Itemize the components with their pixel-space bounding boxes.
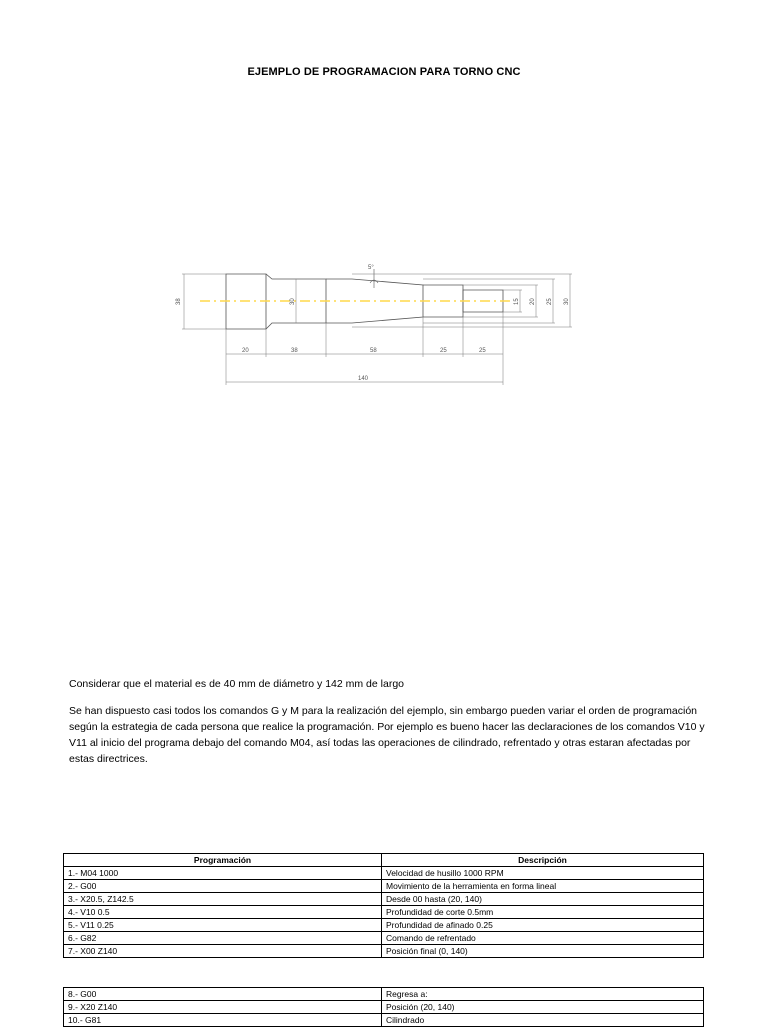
program-cell: 6.- G82: [64, 932, 382, 945]
dim-total-length: 140: [358, 376, 369, 382]
dim-length-1: 20: [242, 348, 249, 354]
description-cell: Comando de refrentado: [382, 932, 704, 945]
program-cell: 10.- G81: [64, 1014, 382, 1027]
dim-diameter-15: 15: [514, 298, 520, 305]
program-table: [63, 853, 704, 958]
program-cell: 3.- X20.5, Z142.5: [64, 893, 382, 906]
document-title: EJEMPLO DE PROGRAMACION PARA TORNO CNC: [247, 66, 521, 78]
dim-length-5: 25: [479, 348, 486, 354]
programming-note: Se han dispuesto casi todos los comandos G y M para la realización del ejemplo, sin embargo pueden variar el orden de programación según la estrategia de cada persona que realice la programación. Por ejemplo es bueno hacer las declaraciones de los comandos V10 y V11 al inicio del programa debajo del comando M04, así todas las operaciones de cilindrado, refrentado y otras estaran afectadas por estas directrices.: [69, 705, 705, 765]
description-cell: Profundidad de afinado 0.25: [382, 919, 704, 932]
angle-label: 5°: [368, 265, 374, 271]
description-cell: Cilindrado: [382, 1014, 704, 1027]
program-cell: 1.- M04 1000: [64, 867, 382, 880]
program-cell: 9.- X20 Z140: [64, 1001, 382, 1014]
table-row: [64, 880, 704, 893]
description-cell: Regresa a:: [382, 988, 704, 1001]
table-header-row: [64, 854, 704, 867]
header-descripcion: Descripción: [382, 854, 704, 867]
table-row: [64, 867, 704, 880]
dim-diameter-30: 30: [564, 298, 570, 305]
description-cell: Desde 00 hasta (20, 140): [382, 893, 704, 906]
program-cell: 8.- G00: [64, 988, 382, 1001]
table-row: [64, 906, 704, 919]
dim-left-diameter: 38: [176, 298, 182, 305]
program-cell: 2.- G00: [64, 880, 382, 893]
program-cell: 7.- X00 Z140: [64, 945, 382, 958]
table-row: [64, 893, 704, 906]
table-row: [64, 919, 704, 932]
program-cell: 5.- V11 0.25: [64, 919, 382, 932]
table-row: [64, 932, 704, 945]
header-programacion: Programación: [64, 854, 382, 867]
table-row: [64, 1001, 704, 1014]
program-cell: 4.- V10 0.5: [64, 906, 382, 919]
description-cell: Velocidad de husillo 1000 RPM: [382, 867, 704, 880]
description-cell: Posición (20, 140): [382, 1001, 704, 1014]
material-note: Considerar que el material es de 40 mm de diámetro y 142 mm de largo: [69, 678, 404, 690]
program-table-continued: [63, 987, 704, 1027]
table-row: [64, 1014, 704, 1027]
description-cell: Movimiento de la herramienta en forma lineal: [382, 880, 704, 893]
dim-length-3: 58: [370, 348, 377, 354]
dim-diameter-20: 20: [530, 298, 536, 305]
dim-length-2: 38: [291, 348, 298, 354]
dim-diameter-25: 25: [547, 298, 553, 305]
description-cell: Profundidad de corte 0.5mm: [382, 906, 704, 919]
table-row: [64, 945, 704, 958]
description-cell: Posición final (0, 140): [382, 945, 704, 958]
dim-mid-diameter: 30: [290, 298, 296, 305]
dim-length-4: 25: [440, 348, 447, 354]
table-row: [64, 988, 704, 1001]
shaft-technical-drawing: [160, 255, 580, 395]
